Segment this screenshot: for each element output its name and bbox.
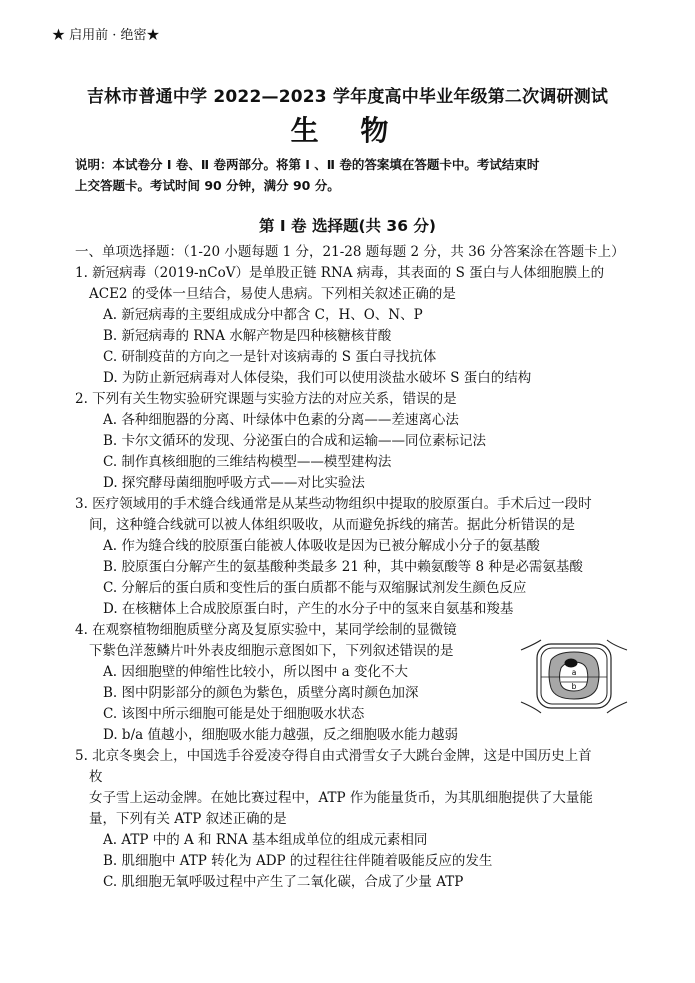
section-title: 第 Ⅰ 卷 选择题(共 36 分): [259, 217, 436, 235]
nucleus: [565, 659, 578, 668]
question-3-option-b: B. 胶原蛋白分解产生的氨基酸种类最多 21 种，其中赖氨酸等 8 种是必需氨基酸: [103, 559, 583, 575]
question-2-option-b: B. 卡尔文循环的发现、分泌蛋白的合成和运输——同位素标记法: [103, 433, 487, 449]
question-1-stem-1: 1. 新冠病毒（2019-nCoV）是单股正链 RNA 病毒，其表面的 S 蛋白与人体细胞膜上的: [75, 265, 605, 281]
question-2-option-a: A. 各种细胞器的分离、叶绿体中色素的分离——差速离心法: [103, 412, 459, 428]
instructions-line-1: 说明：本试卷分 Ⅰ 卷、Ⅱ 卷两部分。将第 Ⅰ 、Ⅱ 卷的答案填在答题卡中。考试结束时: [75, 157, 540, 172]
question-5-stem-4: 量，下列有关 ATP 叙述正确的是: [89, 811, 287, 827]
exam-title: 吉林市普通中学 2022—2023 学年度高中毕业年级第二次调研测试: [86, 87, 609, 107]
instructions-line-2: 上交答题卡。考试时间 90 分钟，满分 90 分。: [75, 178, 340, 193]
question-5-stem-2: 枚: [89, 769, 103, 785]
question-2-option-d: D. 探究酵母菌细胞呼吸方式——对比实验法: [103, 475, 365, 491]
subject-title: 生 物: [290, 114, 405, 147]
question-3-option-a: A. 作为缝合线的胶原蛋白能被人体吸收是因为已被分解成小分子的氨基酸: [103, 538, 540, 554]
label-a: a: [571, 668, 577, 677]
question-5-option-c: C. 肌细胞无氧呼吸过程中产生了二氧化碳，合成了少量 ATP: [103, 874, 464, 890]
question-3-stem-2: 间，这种缝合线就可以被人体组织吸收，从而避免拆线的痛苦。据此分析错误的是: [89, 517, 575, 533]
question-4-option-c: C. 该图中所示细胞可能是处于细胞吸水状态: [103, 706, 365, 722]
question-4-option-d: D. b/a 值越小，细胞吸水能力越强，反之细胞吸水能力越弱: [103, 727, 458, 743]
question-5-stem-1: 5. 北京冬奥会上，中国选手谷爱凌夺得自由式滑雪女子大跳台金牌，这是中国历史上首: [75, 748, 592, 764]
label-b: b: [571, 682, 577, 691]
question-5-option-b: B. 肌细胞中 ATP 转化为 ADP 的过程往往伴随着吸能反应的发生: [103, 853, 493, 869]
question-4-stem-1: 4. 在观察植物细胞质壁分离及复原实验中，某同学绘制的显微镜: [75, 622, 457, 638]
question-5-option-a: A. ATP 中的 A 和 RNA 基本组成单位的组成元素相同: [103, 832, 428, 848]
question-4-stem-2: 下紫色洋葱鳞片叶外表皮细胞示意图如下，下列叙述错误的是: [89, 643, 454, 659]
question-1-option-a: A. 新冠病毒的主要组成成分中都含 C，H、O、N、P: [103, 307, 423, 323]
plasmolysis-cell-diagram: [519, 636, 629, 716]
question-3-option-c: C. 分解后的蛋白质和变性后的蛋白质都不能与双缩脲试剂发生颜色反应: [103, 580, 527, 596]
section-instruction: 一、单项选择题：（1-20 小题每题 1 分，21-28 题每题 2 分，共 36 分答案涂在答题卡上）: [75, 244, 625, 260]
question-4-option-a: A. 因细胞壁的伸缩性比较小，所以图中 a 变化不大: [103, 664, 408, 680]
question-1-option-d: D. 为防止新冠病毒对人体侵染，我们可以使用淡盐水破坏 S 蛋白的结构: [103, 370, 532, 386]
question-1-option-b: B. 新冠病毒的 RNA 水解产物是四种核糖核苷酸: [103, 328, 392, 344]
question-4-option-b: B. 图中阴影部分的颜色为紫色，质壁分离时颜色加深: [103, 685, 419, 701]
confidential-mark: ★ 启用前 · 绝密★: [52, 28, 160, 43]
question-2-option-c: C. 制作真核细胞的三维结构模型——模型建构法: [103, 454, 392, 470]
question-1-option-c: C. 研制疫苗的方向之一是针对该病毒的 S 蛋白寻找抗体: [103, 349, 437, 365]
question-1-stem-2: ACE2 的受体一旦结合，易使人患病。下列相关叙述正确的是: [89, 286, 456, 302]
question-2-stem-1: 2. 下列有关生物实验研究课题与实验方法的对应关系，错误的是: [75, 391, 457, 407]
question-5-stem-3: 女子雪上运动金牌。在她比赛过程中，ATP 作为能量货币，为其肌细胞提供了大量能: [89, 790, 593, 806]
question-3-option-d: D. 在核糖体上合成胶原蛋白时，产生的水分子中的氢来自氨基和羧基: [103, 601, 514, 617]
question-3-stem-1: 3. 医疗领域用的手术缝合线通常是从某些动物组织中提取的胶原蛋白。手术后过一段时: [75, 496, 592, 512]
